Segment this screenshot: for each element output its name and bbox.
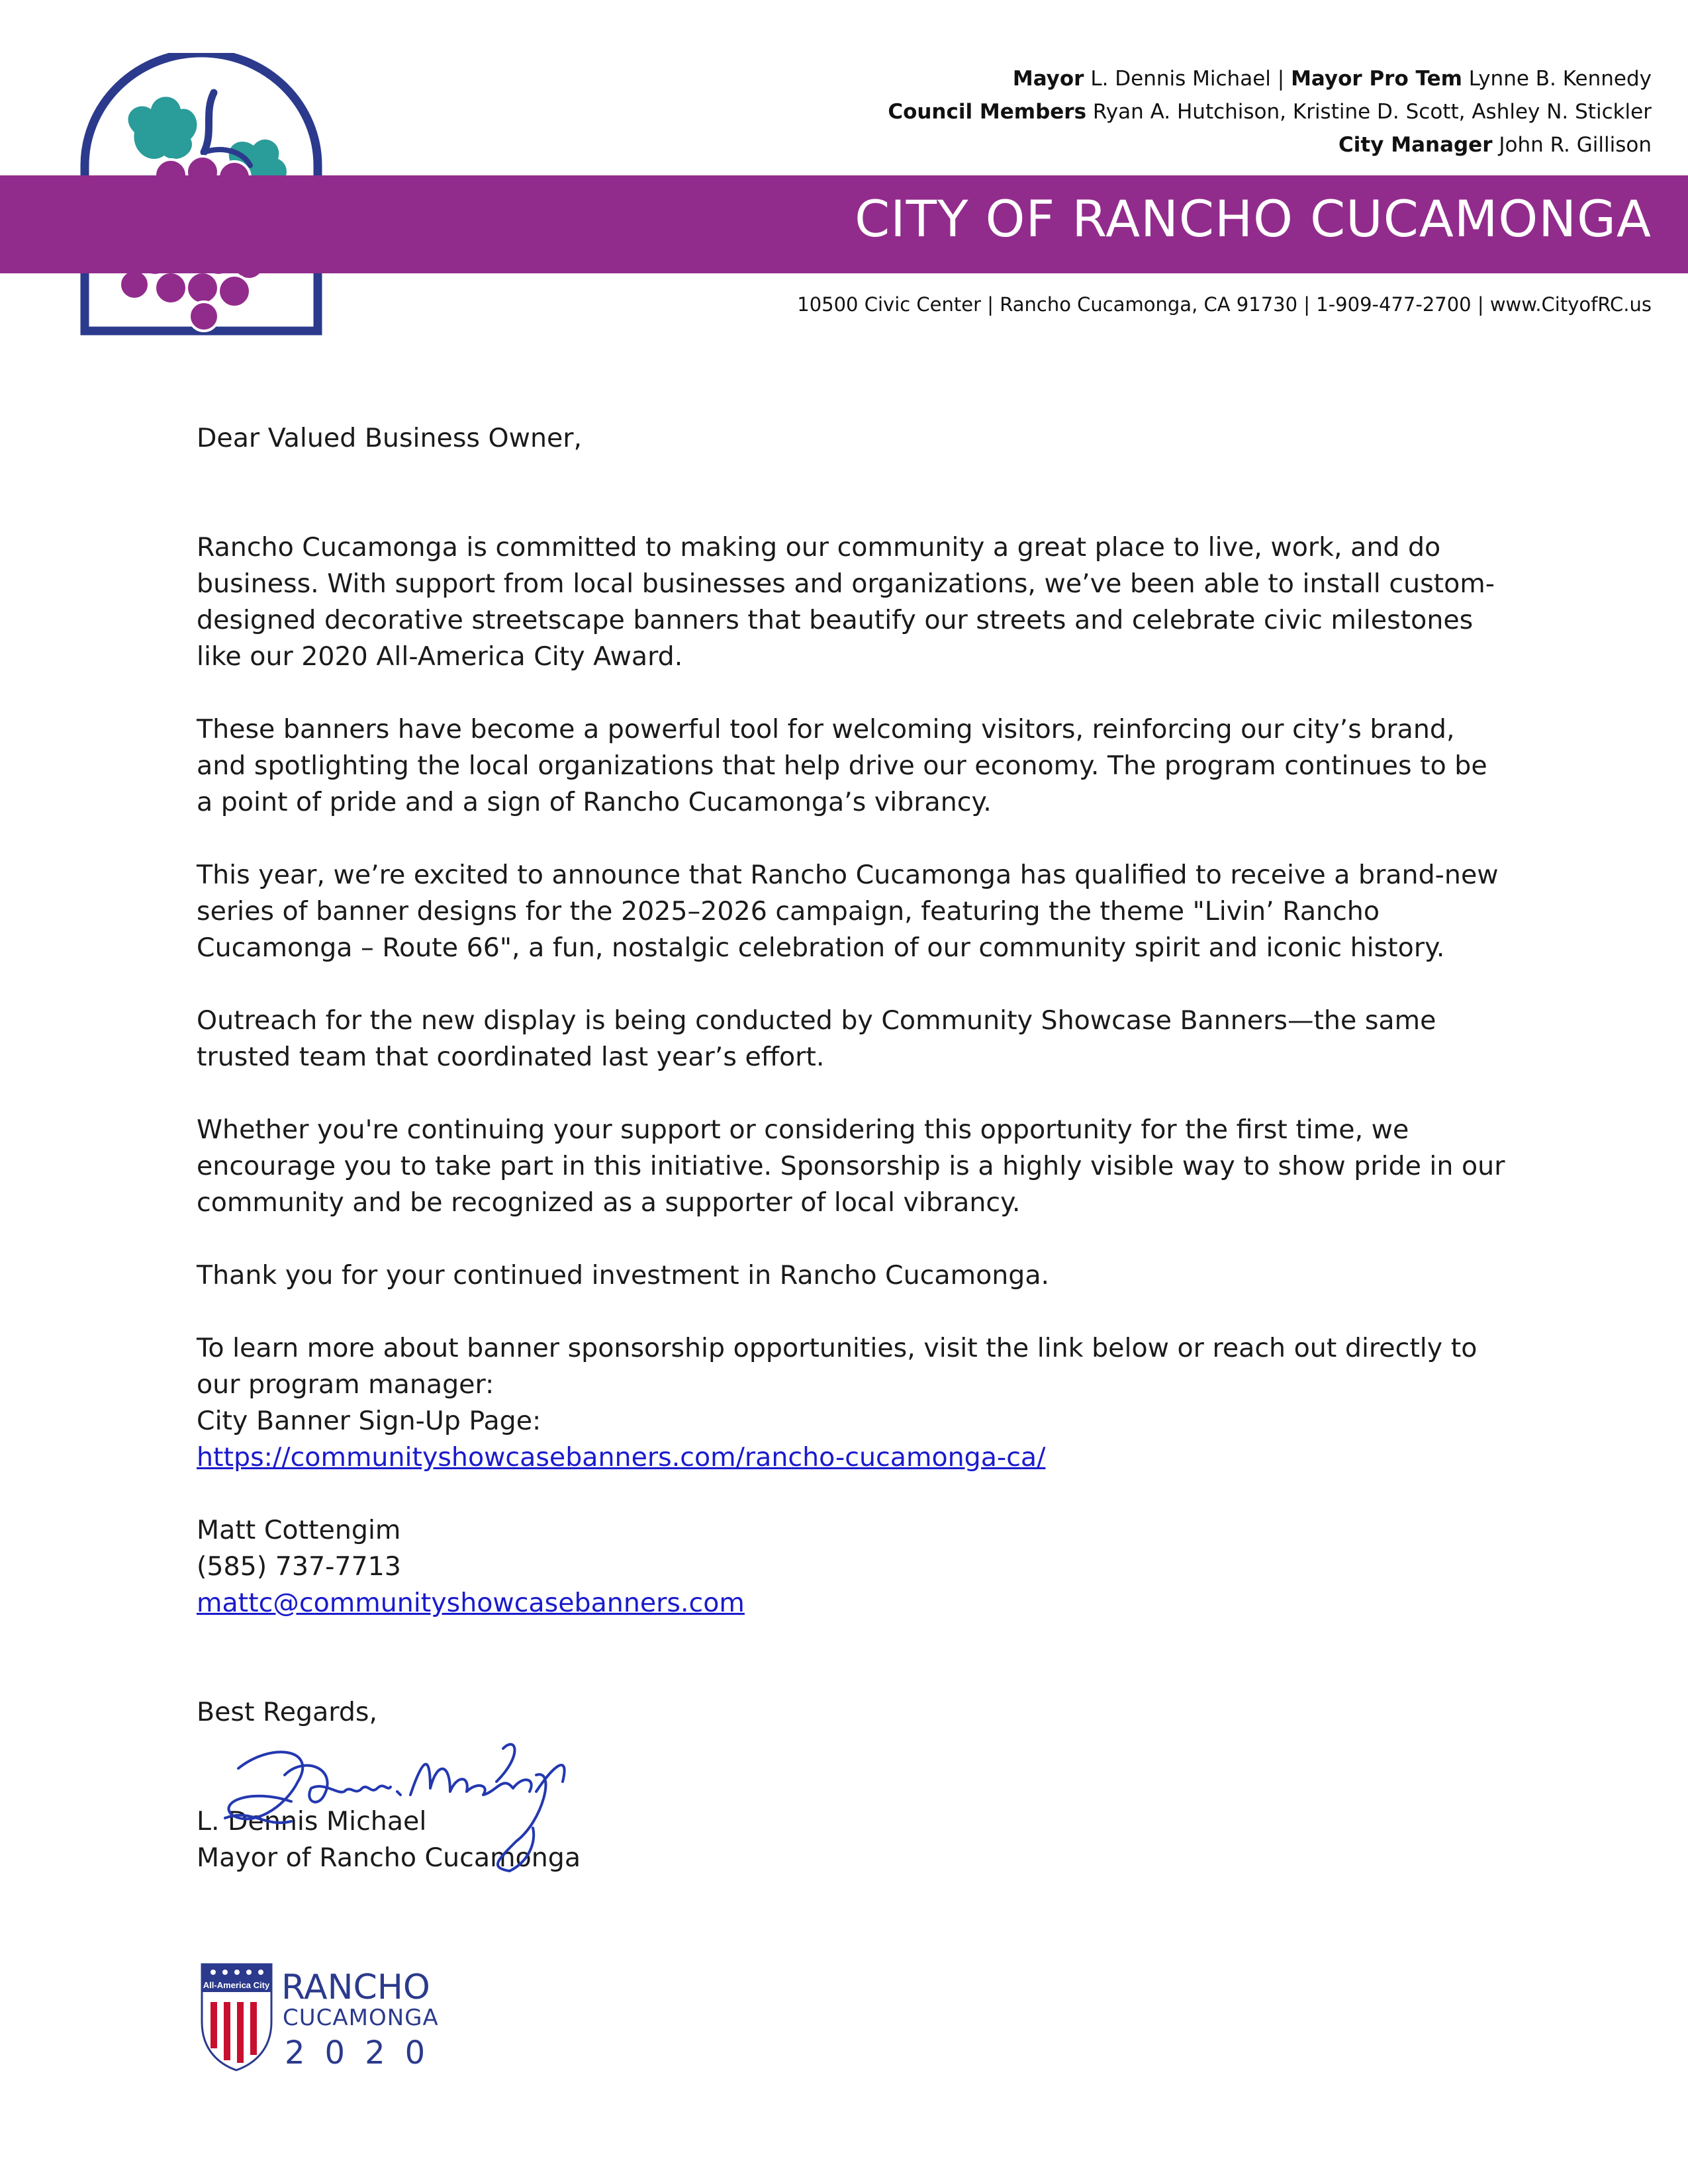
signup-label: City Banner Sign-Up Page: xyxy=(197,1406,541,1436)
mayor-name: L. Dennis Michael xyxy=(1090,67,1271,91)
paragraph-2: These banners have become a powerful tool for welcoming visitors, reinforcing our city’s brand, and spotlighting the local organizations that help drive our economy. The program continues to be a point of pride and a sign of Rancho Cucamonga’s vibrancy. xyxy=(197,714,1487,817)
city-manager-role: City Manager xyxy=(1338,133,1493,157)
paragraph-6: Thank you for your continued investment in Rancho Cucamonga. xyxy=(197,1260,1050,1291)
paragraph-3: This year, we’re excited to announce that Rancho Cucamonga has qualified to receive a brand-new series of banner designs for the 2025–2026 campaign, featuring the theme "Livin’ Rancho Cucamonga – Route 66", a fun, nostalgic celebration of our community spirit and iconic history. xyxy=(197,860,1499,963)
signup-link[interactable]: https://communityshowcasebanners.com/rancho-cucamonga-ca/ xyxy=(197,1442,1046,1473)
aac-year: 2020 xyxy=(285,2034,445,2071)
council-role: Council Members xyxy=(888,100,1087,124)
city-manager-name: John R. Gillison xyxy=(1499,133,1652,157)
contact-phone: (585) 737-7713 xyxy=(197,1551,401,1582)
signer-name: L. Dennis Michael xyxy=(197,1806,427,1837)
contact-name: Matt Cottengim xyxy=(197,1515,401,1545)
separator: | xyxy=(1277,67,1285,91)
mayor-pro-tem-role: Mayor Pro Tem xyxy=(1291,67,1462,91)
officials-line-1 xyxy=(888,62,1652,95)
paragraph-5: Whether you're continuing your support or considering this opportunity for the first time, we encourage you to take part in this initiative. Sponsorship is a highly visible way to show pride in our community and be recognized as a supporter of local vibrancy. xyxy=(197,1115,1505,1218)
aac-line1: RANCHO xyxy=(281,1968,430,2007)
contact-email-link[interactable]: mattc@communityshowcasebanners.com xyxy=(197,1588,745,1618)
council-names: Ryan A. Hutchison, Kristine D. Scott, Ashley N. Stickler xyxy=(1092,100,1652,124)
aac-badge-text: All-America City xyxy=(203,1980,270,1990)
salutation: Dear Valued Business Owner, xyxy=(197,423,583,453)
learn-more-text: To learn more about banner sponsorship opportunities, visit the link below or reach out directly to our program manager: xyxy=(197,1333,1477,1400)
paragraph-1: Rancho Cucamonga is committed to making our community a great place to live, work, and do business. With support from local businesses and organizations, we’ve been able to install custom-designed decorative streetscape banners that beautify our streets and celebrate civic milestones like our 2020 All-America City Award. xyxy=(197,532,1495,672)
mayor-pro-tem-name: Lynne B. Kennedy xyxy=(1468,67,1652,91)
closing: Best Regards, xyxy=(197,1697,378,1727)
aac-line2: CUCAMONGA xyxy=(283,2005,439,2031)
paragraph-4: Outreach for the new display is being conducted by Community Showcase Banners—the same trusted team that coordinated last year’s effort. xyxy=(197,1005,1436,1072)
letter-body xyxy=(197,420,1507,1876)
all-america-city-logo xyxy=(199,1959,463,2075)
mayor-role: Mayor xyxy=(1012,67,1084,91)
signature xyxy=(212,1729,583,1878)
officials-block xyxy=(888,62,1652,161)
address-line: 10500 Civic Center | Rancho Cucamonga, CA 91730 | 1-909-477-2700 | www.CityofRC.us xyxy=(797,293,1652,316)
officials-line-2 xyxy=(888,95,1652,128)
signer-title: Mayor of Rancho Cucamonga xyxy=(197,1843,581,1873)
banner-title: CITY OF RANCHO CUCAMONGA xyxy=(855,189,1652,248)
officials-line-3 xyxy=(888,128,1652,161)
